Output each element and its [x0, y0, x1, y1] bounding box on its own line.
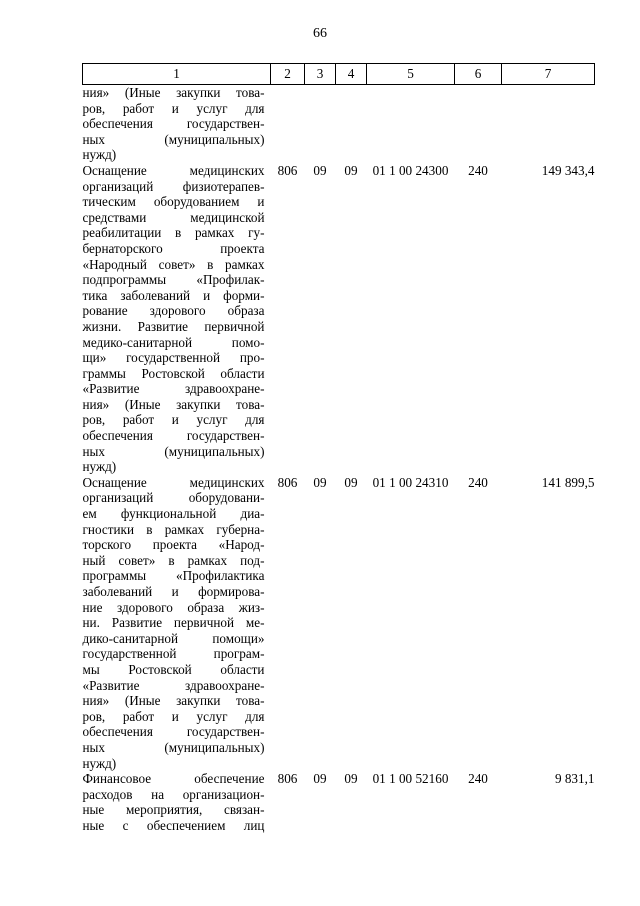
description-line: нужд) — [82, 459, 117, 475]
description-line: Оснащение медицинских — [82, 162, 265, 178]
description-line: медико-санитарной помо- — [82, 334, 265, 350]
description-line: обеспечения государствен- — [82, 724, 265, 740]
header-col-1: 1 — [83, 64, 271, 85]
description-line: ный совет» в рамках под- — [82, 552, 265, 568]
row-amount: 9 831,1 — [554, 771, 595, 787]
row-description — [83, 771, 271, 833]
description-line: щи» государственной про- — [82, 350, 265, 366]
row-expense-type: 240 — [468, 474, 488, 490]
description-line: заболеваний и формирова- — [82, 584, 265, 599]
table-row — [83, 771, 595, 833]
description-line: ем функциональной диа- — [82, 506, 265, 522]
description-line: ния» (Иные закупки това- — [82, 396, 265, 412]
description-line: ния» (Иные закупки това- — [82, 85, 265, 100]
row-subsection-code: 09 — [344, 474, 358, 490]
row-expense-type: 240 — [468, 771, 488, 787]
header-col-7: 7 — [502, 64, 595, 85]
table-row — [83, 475, 595, 771]
description-line: ров, работ и услуг для — [82, 100, 265, 116]
description-line: ные с обеспечением лиц — [82, 817, 265, 833]
description-line: ные мероприятия, связан- — [82, 802, 265, 818]
description-line: нужд) — [82, 755, 117, 771]
row-description — [83, 85, 271, 163]
page-number: 66 — [313, 26, 327, 41]
row-subsection-code — [336, 85, 367, 163]
description-line: ния» (Иные закупки това- — [82, 693, 265, 709]
description-line: подпрограммы «Профилак- — [82, 272, 265, 288]
description-line: дико-санитарной помощи» — [82, 630, 265, 646]
header-row — [83, 64, 595, 85]
description-line: гностики в рамках губерна- — [82, 521, 265, 537]
description-line: ных (муниципальных) — [82, 739, 265, 755]
table-body — [83, 85, 595, 834]
table-row — [83, 85, 595, 163]
row-target-article — [367, 85, 455, 163]
row-expense-type: 240 — [468, 162, 488, 178]
header-col-3: 3 — [305, 64, 336, 85]
description-line: расходов на организацион- — [82, 786, 265, 802]
row-subsection-code: 09 — [344, 771, 358, 787]
budget-table — [82, 63, 595, 834]
description-line: ние здорового образа жиз- — [82, 599, 265, 615]
row-target-article: 01 1 00 52160 — [372, 771, 449, 787]
description-line: реабилитации в рамках гу- — [82, 225, 265, 241]
description-line: торского проекта «Народ- — [82, 537, 265, 553]
table-row — [83, 163, 595, 475]
row-description — [83, 163, 271, 475]
description-line: ров, работ и услуг для — [82, 412, 265, 428]
row-amount — [502, 85, 595, 163]
row-amount: 141 899,5 — [541, 474, 595, 490]
description-line: средствами медицинской — [82, 209, 265, 225]
description-line: тика заболеваний и форми- — [82, 287, 265, 303]
description-line: обеспечения государствен- — [82, 428, 265, 444]
row-section-code: 09 — [313, 162, 327, 178]
description-line: организаций оборудовани- — [82, 490, 265, 506]
row-ministry-code: 806 — [277, 474, 298, 490]
description-line: жизни. Развитие первичной — [82, 318, 265, 334]
description-line: ных (муниципальных) — [82, 131, 265, 147]
description-line: организаций физиотерапев- — [82, 178, 265, 194]
description-line: государственной програм- — [82, 646, 265, 662]
description-line: «Народный совет» в рамках — [82, 256, 265, 272]
description-line: ных (муниципальных) — [82, 443, 265, 459]
description-line: Финансовое обеспечение — [82, 771, 265, 787]
description-line: ров, работ и услуг для — [82, 708, 265, 724]
row-amount: 149 343,4 — [541, 162, 595, 178]
row-ministry-code: 806 — [277, 771, 298, 787]
description-line: рование здорового образа — [82, 303, 265, 319]
header-col-6: 6 — [455, 64, 502, 85]
description-line: обеспечения государствен- — [82, 116, 265, 132]
description-line: мы Ростовской области — [82, 661, 265, 677]
description-line: «Развитие здравоохране- — [82, 381, 265, 397]
row-section-code — [305, 85, 336, 163]
header-col-4: 4 — [336, 64, 367, 85]
row-description — [83, 475, 271, 771]
table-header — [83, 64, 595, 85]
description-line: нужд) — [82, 147, 117, 163]
row-target-article: 01 1 00 24310 — [372, 474, 449, 490]
description-line: программы «Профилактика — [82, 568, 265, 584]
row-section-code: 09 — [313, 474, 327, 490]
header-col-2: 2 — [271, 64, 305, 85]
row-target-article: 01 1 00 24300 — [372, 162, 449, 178]
description-line: Оснащение медицинских — [82, 474, 265, 490]
description-line: бернаторского проекта — [82, 240, 265, 256]
description-line: тическим оборудованием и — [82, 194, 265, 210]
row-section-code: 09 — [313, 771, 327, 787]
description-line: ни. Развитие первичной ме- — [82, 615, 265, 631]
description-line: граммы Ростовской области — [82, 365, 265, 381]
row-ministry-code: 806 — [277, 162, 298, 178]
row-subsection-code: 09 — [344, 162, 358, 178]
header-col-5: 5 — [367, 64, 455, 85]
row-expense-type — [455, 85, 502, 163]
description-line: «Развитие здравоохране- — [82, 677, 265, 693]
row-ministry-code — [271, 85, 305, 163]
